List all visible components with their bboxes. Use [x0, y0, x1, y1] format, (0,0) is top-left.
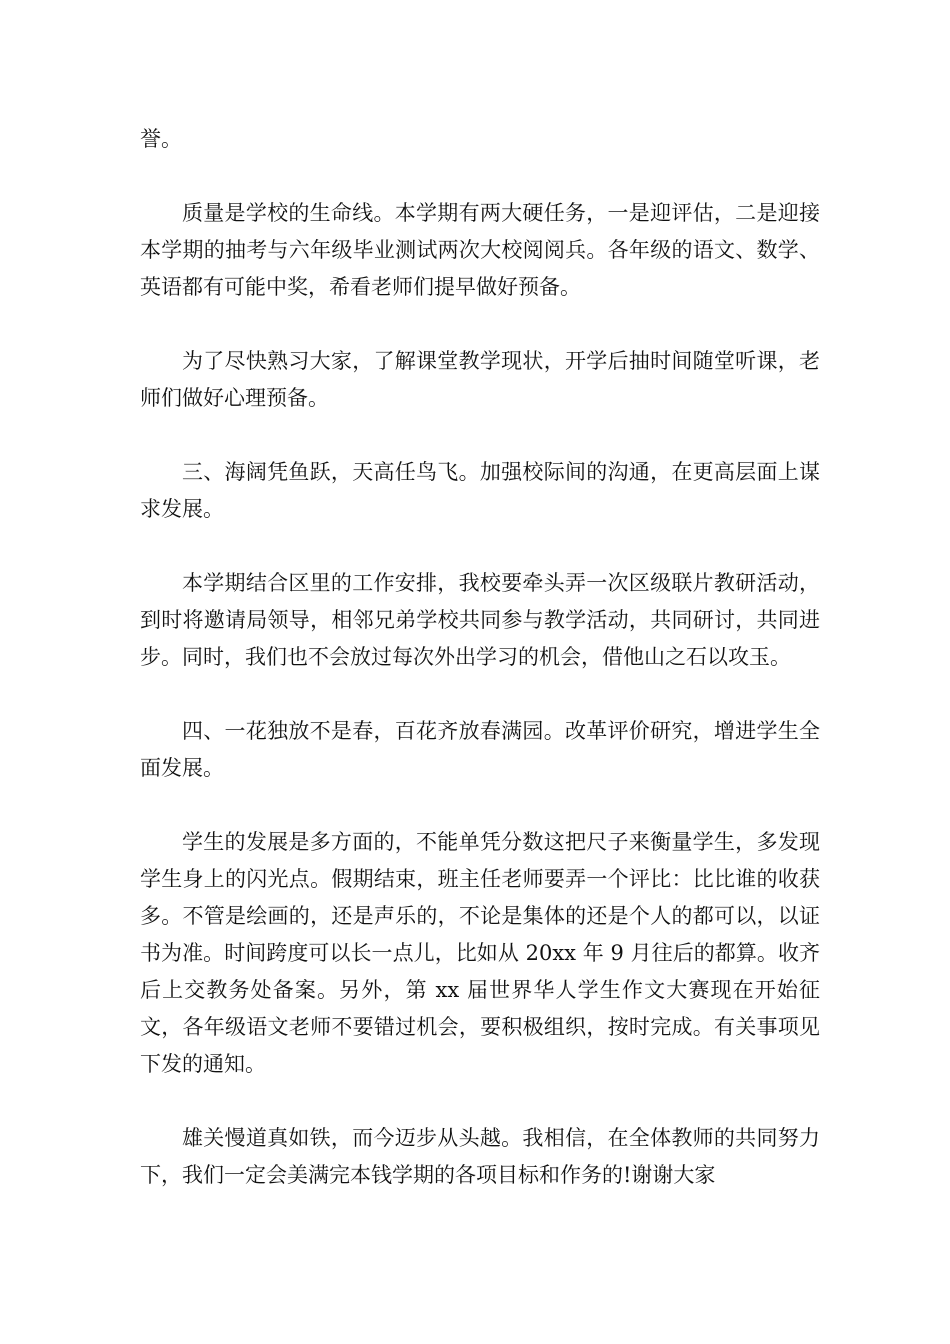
paragraph-quality: 质量是学校的生命线。本学期有两大硬任务，一是迎评估，二是迎接本学期的抽考与六年级毕业测试两次大校阅阅兵。各年级的语文、数学、英语都有可能中奖，希看老师们提早做好预备。: [140, 201, 820, 299]
section-heading-four: 四、一花独放不是春，百花齐放春满园。改革评价研究，增进学生全面发展。: [140, 719, 820, 780]
paragraph-continuation: 誉。: [140, 127, 182, 151]
section-heading-three: 三、海阔凭鱼跃，天高任鸟飞。加强校际间的沟通，在更高层面上谋求发展。: [140, 460, 820, 521]
paragraph-classroom-visits: 为了尽快熟习大家，了解课堂教学现状，开学后抽时间随堂听课，老师们做好心理预备。: [140, 349, 820, 410]
paragraph-student-development: 学生的发展是多方面的，不能单凭分数这把尺子来衡量学生，多发现学生身上的闪光点。假期结束，班主任老师要弄一个评比：比比谁的收获多。不管是绘画的，还是声乐的，不论是集体的还是个人的都可以，以证书为准。时间跨度可以长一点儿，比如从 20xx 年 9 月往后的都算。收齐后上交教务处备案。另外，第 xx 届世界华人学生作文大赛现在开始征文，各年级语文老师不要错过机会，要积极组织，按时完成。有关事项见下发的通知。: [140, 830, 820, 1076]
document-body: [140, 121, 820, 1194]
paragraph-district-research: 本学期结合区里的工作安排，我校要牵头弄一次区级联片教研活动，到时将邀请局领导，相邻兄弟学校共同参与教学活动，共同研讨，共同进步。同时，我们也不会放过每次外出学习的机会，借他山之石以攻玉。: [140, 571, 820, 669]
paragraph-closing: 雄关慢道真如铁，而今迈步从头越。我相信，在全体教师的共同努力下，我们一定会美满完本钱学期的各项目标和作务的!谢谢大家: [140, 1126, 820, 1187]
